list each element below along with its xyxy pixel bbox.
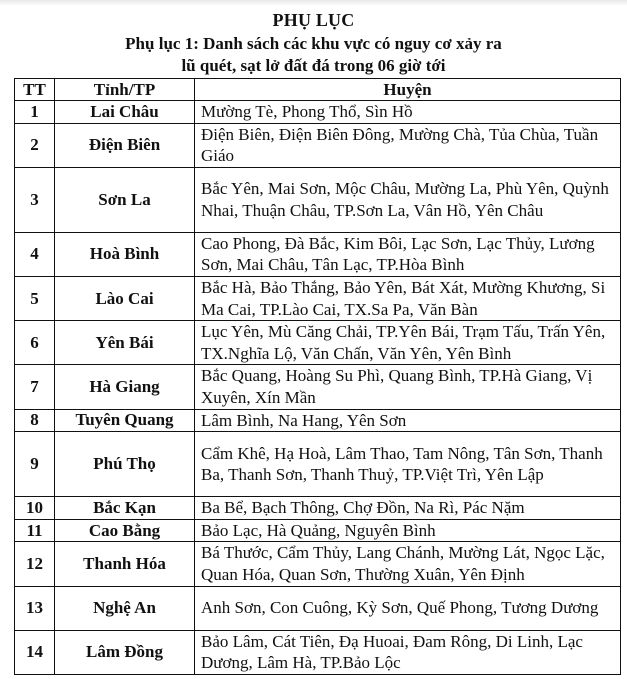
district-list: Mường Tè, Phong Thổ, Sìn Hồ: [195, 101, 621, 124]
province-name: Điện Biên: [55, 123, 195, 167]
row-number: 1: [15, 101, 55, 124]
table-row: [15, 101, 621, 124]
table-row: [15, 232, 621, 276]
row-number: 12: [15, 542, 55, 586]
district-list: Cao Phong, Đà Bắc, Kim Bôi, Lạc Sơn, Lạc Thủy, Lương Sơn, Mai Châu, Tân Lạc, TP.Hòa Bình: [195, 232, 621, 276]
row-number: 4: [15, 232, 55, 276]
table-row: [15, 586, 621, 630]
table-row: [15, 321, 621, 365]
top-edge-shadow: [0, 0, 627, 6]
risk-area-table: [14, 78, 621, 675]
table-row: [15, 167, 621, 232]
district-list: Lục Yên, Mù Căng Chải, TP.Yên Bái, Trạm Tấu, Trấn Yên, TX.Nghĩa Lộ, Văn Chấn, Văn Yên, Yên Bình: [195, 321, 621, 365]
table-row: [15, 519, 621, 542]
district-list: Lâm Bình, Na Hang, Yên Sơn: [195, 409, 621, 432]
row-number: 6: [15, 321, 55, 365]
row-number: 10: [15, 497, 55, 520]
province-name: Yên Bái: [55, 321, 195, 365]
table-row: [15, 432, 621, 497]
document-subtitle-line-2: lũ quét, sạt lở đất đá trong 06 giờ tới: [181, 56, 446, 75]
table-row: [15, 276, 621, 320]
province-name: Bắc Kạn: [55, 497, 195, 520]
district-list: Bắc Yên, Mai Sơn, Mộc Châu, Mường La, Phù Yên, Quỳnh Nhai, Thuận Châu, TP.Sơn La, Vân Hồ, Yên Châu: [195, 167, 621, 232]
table-row: [15, 365, 621, 409]
header-province: Tỉnh/TP: [55, 79, 195, 101]
row-number: 9: [15, 432, 55, 497]
header-tt: TT: [15, 79, 55, 101]
table-row: [15, 409, 621, 432]
row-number: 3: [15, 167, 55, 232]
table-row: [15, 497, 621, 520]
district-list: Cẩm Khê, Hạ Hoà, Lâm Thao, Tam Nông, Tân Sơn, Thanh Ba, Thanh Sơn, Thanh Thuỷ, TP.Việt Trì, Yên Lập: [195, 432, 621, 497]
province-name: Cao Bằng: [55, 519, 195, 542]
row-number: 13: [15, 586, 55, 630]
province-name: Lâm Đồng: [55, 630, 195, 674]
district-list: Bá Thước, Cẩm Thủy, Lang Chánh, Mường Lát, Ngọc Lặc, Quan Hóa, Quan Sơn, Thường Xuân, Yên Định: [195, 542, 621, 586]
district-list: Điện Biên, Điện Biên Đông, Mường Chà, Tủa Chùa, Tuần Giáo: [195, 123, 621, 167]
province-name: Phú Thọ: [55, 432, 195, 497]
district-list: Anh Sơn, Con Cuông, Kỳ Sơn, Quế Phong, Tương Dương: [195, 586, 621, 630]
province-name: Thanh Hóa: [55, 542, 195, 586]
table-row: [15, 542, 621, 586]
district-list: Bắc Hà, Bảo Thắng, Bảo Yên, Bát Xát, Mường Khương, Si Ma Cai, TP.Lào Cai, TX.Sa Pa, Văn Bàn: [195, 276, 621, 320]
district-list: Bảo Lâm, Cát Tiên, Đạ Huoai, Đam Rông, Di Linh, Lạc Dương, Lâm Hà, TP.Bảo Lộc: [195, 630, 621, 674]
district-list: Bắc Quang, Hoàng Su Phì, Quang Bình, TP.Hà Giang, Vị Xuyên, Xín Mần: [195, 365, 621, 409]
table-row: [15, 630, 621, 674]
district-list: Ba Bể, Bạch Thông, Chợ Đồn, Na Rì, Pác Nặm: [195, 497, 621, 520]
document-subtitle-line-1: Phụ lục 1: Danh sách các khu vực có nguy cơ xảy ra: [125, 34, 502, 53]
district-list: Bảo Lạc, Hà Quảng, Nguyên Bình: [195, 519, 621, 542]
row-number: 8: [15, 409, 55, 432]
province-name: Nghệ An: [55, 586, 195, 630]
province-name: Hoà Bình: [55, 232, 195, 276]
province-name: Lai Châu: [55, 101, 195, 124]
header-district: Huyện: [195, 79, 621, 101]
province-name: Sơn La: [55, 167, 195, 232]
row-number: 11: [15, 519, 55, 542]
table-row: [15, 123, 621, 167]
province-name: Lào Cai: [55, 276, 195, 320]
document-heading: PHỤ LỤC: [272, 10, 355, 30]
row-number: 2: [15, 123, 55, 167]
province-name: Tuyên Quang: [55, 409, 195, 432]
row-number: 14: [15, 630, 55, 674]
table-header-row: [15, 79, 621, 101]
row-number: 7: [15, 365, 55, 409]
province-name: Hà Giang: [55, 365, 195, 409]
row-number: 5: [15, 276, 55, 320]
